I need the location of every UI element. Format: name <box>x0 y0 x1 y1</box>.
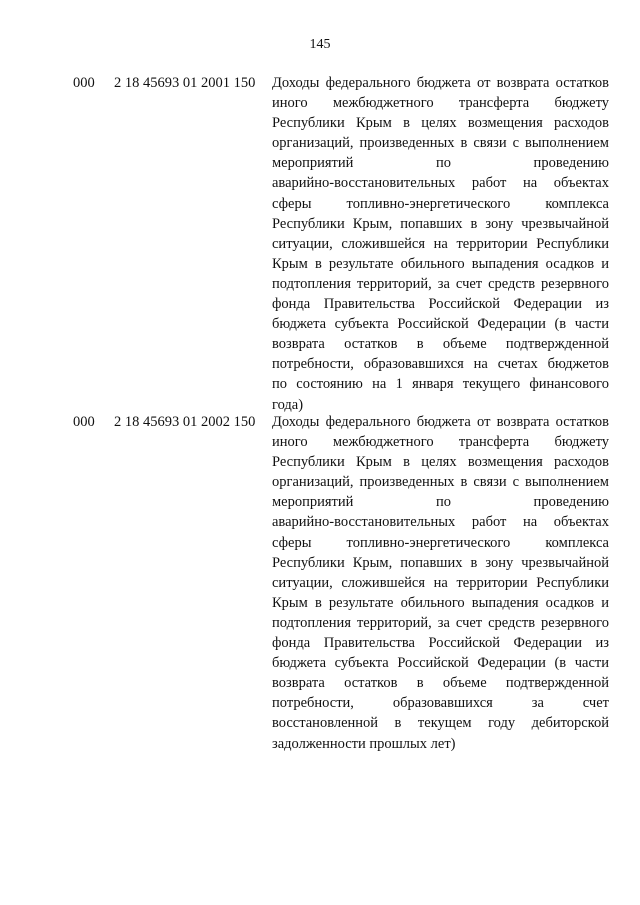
description-line: бюджета субъекта Российской Федерации (в части <box>272 316 609 333</box>
budget-classification-code: 2 18 45693 01 2001 150 <box>114 75 256 91</box>
description-line: организаций, произведенных в связи с выполнением <box>272 474 609 491</box>
page-number: 145 <box>309 37 331 52</box>
description-line: Крым в результате обильного выпадения осадков и <box>272 255 609 272</box>
description-line: задолженности прошлых лет) <box>272 735 456 752</box>
description-line: возврата остатков в объеме подтвержденной <box>272 336 609 353</box>
description-line: потребности, образовавшихся на счетах бюджетов <box>272 356 609 373</box>
description-line: восстановленной в текущем году дебиторской <box>272 715 609 732</box>
description-line: мероприятий по проведению <box>272 494 609 511</box>
administrator-code: 000 <box>73 414 95 430</box>
description-line: ситуации, сложившейся на территории Республики <box>272 574 609 591</box>
administrator-code: 000 <box>73 75 95 91</box>
description-line: года) <box>272 396 304 413</box>
description-line: организаций, произведенных в связи с выполнением <box>272 135 609 152</box>
description-line: Республики Крым, попавших в зону чрезвычайной <box>272 215 609 232</box>
description-line: ситуации, сложившейся на территории Республики <box>272 235 609 252</box>
description-line: подтопления территорий, за счет средств резервного <box>272 614 609 631</box>
description-line: фонда Правительства Российской Федерации из <box>272 296 609 313</box>
description-line: Республики Крым в целях возмещения расходов <box>272 115 609 132</box>
description-line: Доходы федерального бюджета от возврата остатков <box>272 75 609 91</box>
description-line: иного межбюджетного трансферта бюджету <box>272 434 609 451</box>
description-line: Доходы федерального бюджета от возврата остатков <box>272 414 609 430</box>
description-line: потребности, образовавшихся за счет <box>272 695 609 712</box>
income-description <box>272 412 609 754</box>
description-line: сферы топливно-энергетического комплекса <box>272 195 609 212</box>
income-description <box>272 73 609 415</box>
description-line: аварийно-восстановительных работ на объектах <box>272 175 609 192</box>
description-line: бюджета субъекта Российской Федерации (в части <box>272 655 609 672</box>
description-line: Республики Крым, попавших в зону чрезвычайной <box>272 554 609 571</box>
description-line: мероприятий по проведению <box>272 155 609 172</box>
description-line: подтопления территорий, за счет средств резервного <box>272 275 609 292</box>
description-line: сферы топливно-энергетического комплекса <box>272 534 609 551</box>
description-line: иного межбюджетного трансферта бюджету <box>272 95 609 112</box>
description-line: по состоянию на 1 января текущего финансового <box>272 376 609 393</box>
description-line: аварийно-восстановительных работ на объектах <box>272 514 609 531</box>
description-line: фонда Правительства Российской Федерации из <box>272 635 609 652</box>
budget-classification-code: 2 18 45693 01 2002 150 <box>114 414 256 430</box>
description-line: Крым в результате обильного выпадения осадков и <box>272 594 609 611</box>
description-line: Республики Крым в целях возмещения расходов <box>272 454 609 471</box>
description-line: возврата остатков в объеме подтвержденной <box>272 675 609 692</box>
